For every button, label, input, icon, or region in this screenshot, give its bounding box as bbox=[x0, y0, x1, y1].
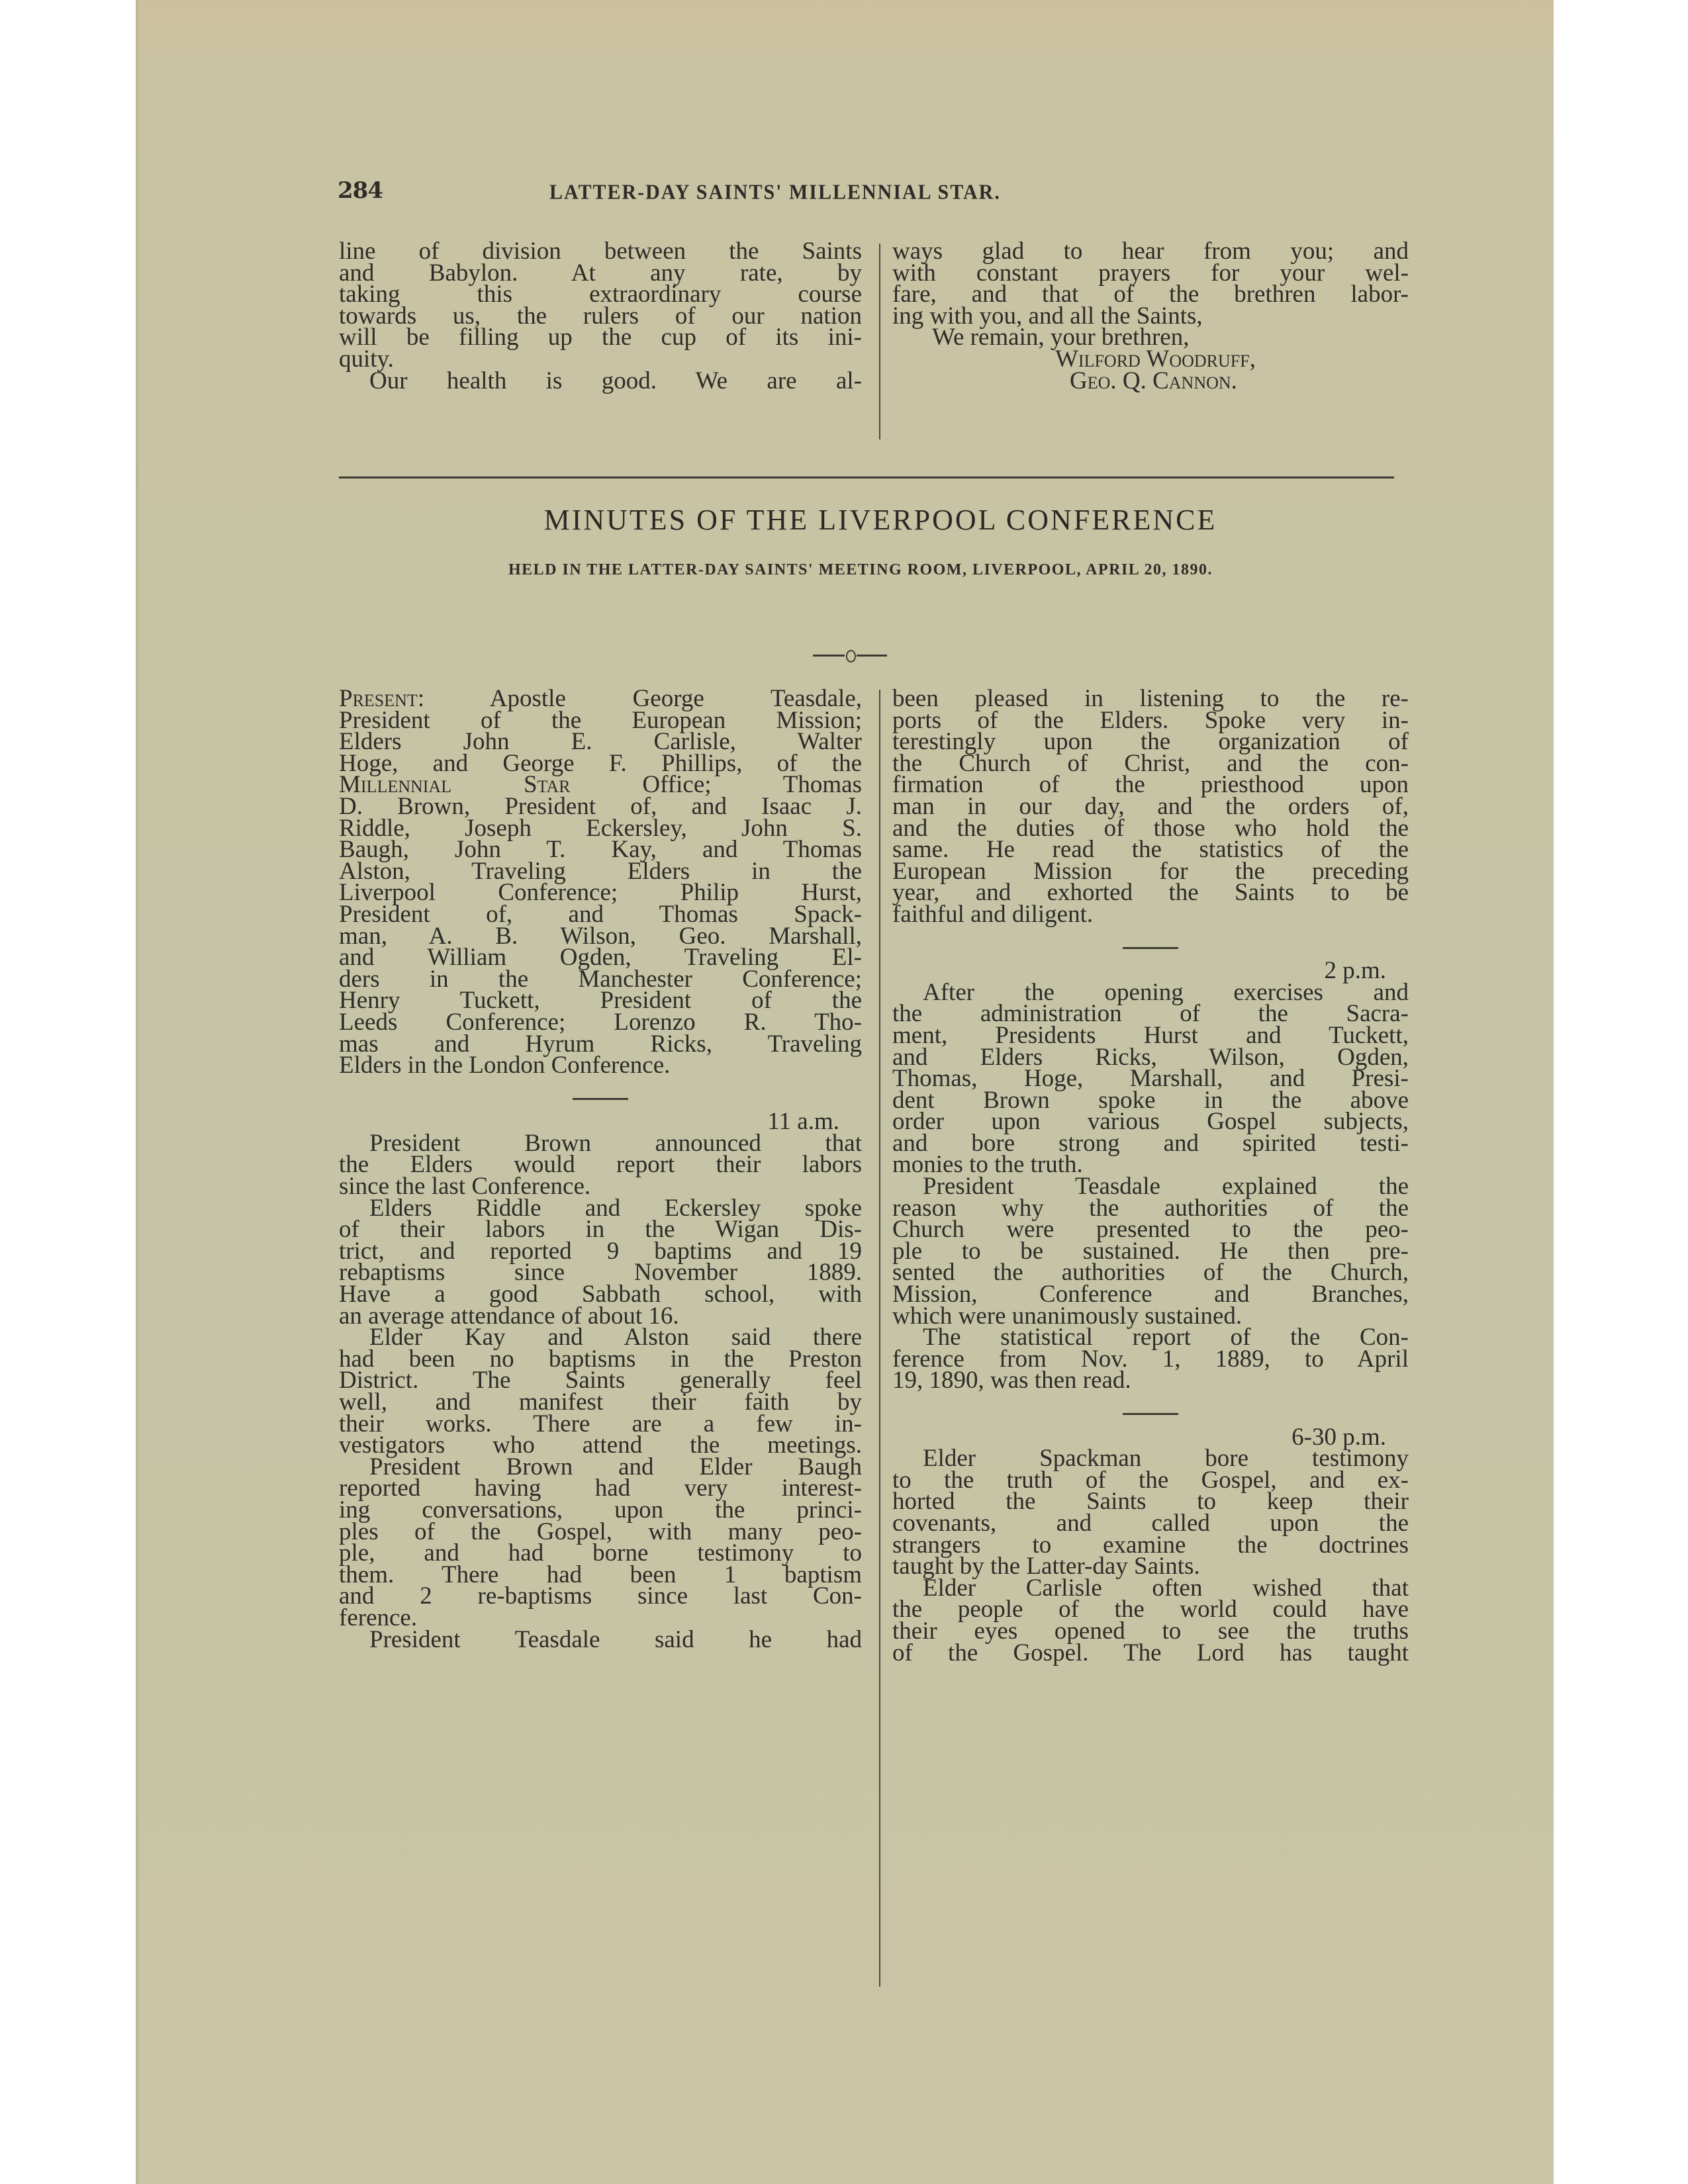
text-line: and Babylon. At any rate, by bbox=[339, 259, 862, 287]
section-rule bbox=[339, 477, 1394, 478]
text-line: year, and exhorted the Saints to be bbox=[892, 879, 1409, 907]
text-line: monies to the truth. bbox=[892, 1151, 1083, 1179]
text-line: rebaptisms since November 1889. bbox=[339, 1259, 862, 1287]
session-time: 11 a.m. bbox=[767, 1108, 839, 1136]
text-line: been pleased in listening to the re- bbox=[892, 685, 1409, 712]
text-line: Baugh, John T. Kay, and Thomas bbox=[339, 836, 862, 864]
text-line: line of division between the Saints bbox=[339, 238, 862, 265]
text-line: strangers to examine the doctrines bbox=[892, 1531, 1409, 1559]
text-line: ing with you, and all the Saints, bbox=[892, 302, 1203, 330]
text-line: reported having had very interest- bbox=[339, 1475, 862, 1502]
running-head bbox=[338, 177, 1423, 210]
session-time: 6-30 p.m. bbox=[1291, 1423, 1386, 1451]
text-line: will be filling up the cup of its ini- bbox=[339, 324, 862, 351]
text-line: Have a good Sabbath school, with bbox=[339, 1281, 862, 1308]
text-line: Elders Riddle and Eckersley spoke bbox=[369, 1194, 862, 1222]
text-line: Liverpool Conference; Philip Hurst, bbox=[339, 879, 862, 907]
text-line: Mission, Conference and Branches, bbox=[892, 1281, 1409, 1308]
text-line: them. There had been 1 baptism bbox=[339, 1561, 862, 1588]
text-line: ples of the Gospel, with many peo- bbox=[339, 1518, 862, 1545]
text-line: President Brown announced that bbox=[369, 1129, 862, 1157]
text-line: well, and manifest their faith by bbox=[339, 1388, 862, 1416]
session-time: 2 p.m. bbox=[1324, 957, 1386, 985]
text-line: the Elders would report their labors bbox=[339, 1151, 862, 1179]
column-divider bbox=[879, 690, 880, 1987]
text-line: Leeds Conference; Lorenzo R. Tho- bbox=[339, 1008, 862, 1036]
text-line: ple, and had borne testimony to bbox=[339, 1539, 862, 1567]
text-line: reason why the authorities of the bbox=[892, 1194, 1409, 1222]
text-line: Thomas, Hoge, Marshall, and Presi- bbox=[892, 1065, 1409, 1093]
text-line: of the Gospel. The Lord has taught bbox=[892, 1639, 1409, 1666]
text-line: the people of the world could have bbox=[892, 1596, 1409, 1623]
text-line: The statistical report of the Con- bbox=[923, 1324, 1409, 1351]
text-line: sented the authorities of the Church, bbox=[892, 1259, 1409, 1287]
text-line: ing conversations, upon the princi- bbox=[339, 1496, 862, 1524]
text-line: their works. There are a few in- bbox=[339, 1410, 862, 1437]
text-line: same. He read the statistics of the bbox=[892, 836, 1409, 864]
text-line: which were unanimously sustained. bbox=[892, 1302, 1243, 1330]
text-line: Hoge, and George F. Phillips, of the bbox=[339, 749, 862, 777]
text-line: quity. bbox=[339, 345, 394, 373]
text-line: D. Brown, President of, and Isaac J. bbox=[339, 792, 862, 820]
text-line: with constant prayers for your wel- bbox=[892, 259, 1409, 287]
text-line: ders in the Manchester Conference; bbox=[339, 965, 862, 993]
text-line: covenants, and called upon the bbox=[892, 1509, 1409, 1537]
text-line: of their labors in the Wigan Dis- bbox=[339, 1216, 862, 1244]
text-line: since the last Conference. bbox=[339, 1173, 591, 1201]
text-line: their eyes opened to see the truths bbox=[892, 1617, 1409, 1645]
text-line: ple to be sustained. He then pre- bbox=[892, 1237, 1409, 1265]
text-line: to the truth of the Gospel, and ex- bbox=[892, 1466, 1409, 1494]
session-rule bbox=[892, 1405, 1409, 1427]
text-line: ports of the Elders. Spoke very in- bbox=[892, 706, 1409, 734]
letter-left-column bbox=[339, 238, 862, 394]
text-line: President Brown and Elder Baugh bbox=[369, 1453, 862, 1480]
text-line: had been no baptisms in the Preston bbox=[339, 1345, 862, 1373]
text-line: and bore strong and spirited testi- bbox=[892, 1129, 1409, 1157]
letter-right-column bbox=[892, 238, 1409, 394]
text-fragment: Office; Thomas bbox=[570, 771, 862, 799]
text-line: fare, and that of the brethren labor- bbox=[892, 281, 1409, 308]
text-line: man, A. B. Wilson, Geo. Marshall, bbox=[339, 922, 862, 950]
text-line: Elders John E. Carlisle, Walter bbox=[339, 728, 862, 756]
letter-closing: We remain, your brethren, bbox=[932, 324, 1190, 351]
present-label: Present bbox=[339, 685, 418, 712]
text-line: President of, and Thomas Spack- bbox=[339, 900, 862, 928]
text-line: 19, 1890, was then read. bbox=[892, 1367, 1131, 1394]
text-line: taught by the Latter-day Saints. bbox=[892, 1553, 1200, 1580]
text-line: Henry Tuckett, President of the bbox=[339, 987, 862, 1015]
millennial-star-name: Millennial Star bbox=[339, 771, 571, 799]
text-line: mas and Hyrum Ricks, Traveling bbox=[339, 1030, 862, 1058]
text-line: Our health is good. We are al- bbox=[369, 367, 862, 394]
text-line: President Teasdale said he had bbox=[369, 1625, 862, 1653]
text-line: and 2 re-baptisms since last Con- bbox=[339, 1582, 862, 1610]
article-title: MINUTES OF THE LIVERPOOL CONFERENCE bbox=[543, 504, 1217, 536]
text-line: and Elders Ricks, Wilson, Ogden, bbox=[892, 1043, 1409, 1071]
text-line: towards us, the rulers of our nation bbox=[339, 302, 862, 330]
article-subtitle: HELD IN THE LATTER-DAY SAINTS' MEETING ROOM, LIVERPOOL, APRIL 20, 1890. bbox=[508, 561, 1213, 578]
text-line: and the duties of those who hold the bbox=[892, 814, 1409, 842]
rule-with-circle-ornament-icon bbox=[813, 649, 887, 662]
text-line: Elder Carlisle often wished that bbox=[923, 1574, 1409, 1602]
article-right-column bbox=[892, 685, 1409, 1666]
text-line: firmation of the priesthood upon bbox=[892, 771, 1409, 799]
text-line: faithful and diligent. bbox=[892, 900, 1094, 928]
text-line: President Teasdale explained the bbox=[923, 1173, 1409, 1201]
text-line: man in our day, and the orders of, bbox=[892, 792, 1409, 820]
text-line: Church were presented to the peo- bbox=[892, 1216, 1409, 1244]
text-line: vestigators who attend the meetings. bbox=[339, 1432, 862, 1459]
text-line: Elder Kay and Alston said there bbox=[369, 1324, 862, 1351]
session-rule bbox=[892, 939, 1409, 961]
text-line: an average attendance of about 16. bbox=[339, 1302, 679, 1330]
text-line: and William Ogden, Traveling El- bbox=[339, 944, 862, 972]
text-line: ways glad to hear from you; and bbox=[892, 238, 1409, 265]
text-line: ference. bbox=[339, 1604, 418, 1631]
text-line: Elders in the London Conference. bbox=[339, 1052, 671, 1079]
text-line: order upon various Gospel subjects, bbox=[892, 1108, 1409, 1136]
text-line: ference from Nov. 1, 1889, to April bbox=[892, 1345, 1409, 1373]
text-line: the Church of Christ, and the con- bbox=[892, 749, 1409, 777]
text-line: Elder Spackman bore testimony bbox=[923, 1445, 1409, 1473]
text-line: Riddle, Joseph Eckersley, John S. bbox=[339, 814, 862, 842]
text-line: District. The Saints generally feel bbox=[339, 1367, 862, 1394]
signatory: Geo. Q. Cannon. bbox=[1070, 367, 1237, 394]
text-line: Alston, Traveling Elders in the bbox=[339, 857, 862, 885]
text-line: the administration of the Sacra- bbox=[892, 1000, 1409, 1028]
article-left-column bbox=[339, 685, 862, 1653]
column-divider bbox=[879, 244, 880, 439]
text-line: terestingly upon the organization of bbox=[892, 728, 1409, 756]
text-line: ment, Presidents Hurst and Tuckett, bbox=[892, 1021, 1409, 1049]
signatory: Wilford Woodruff, bbox=[1055, 345, 1256, 373]
session-rule bbox=[339, 1090, 862, 1112]
text-line: taking this extraordinary course bbox=[339, 281, 862, 308]
text-line: President of the European Mission; bbox=[339, 706, 862, 734]
page-number: 284 bbox=[338, 177, 383, 204]
text-line: trict, and reported 9 baptims and 19 bbox=[339, 1237, 862, 1265]
text-line: After the opening exercises and bbox=[923, 978, 1409, 1006]
text-line: dent Brown spoke in the above bbox=[892, 1086, 1409, 1114]
journal-title: LATTER-DAY SAINTS' MILLENNIAL STAR. bbox=[549, 181, 1001, 204]
text-line: European Mission for the preceding bbox=[892, 857, 1409, 885]
text-fragment: : Apostle George Teasdale, bbox=[417, 685, 862, 712]
text-line: horted the Saints to keep their bbox=[892, 1488, 1409, 1516]
